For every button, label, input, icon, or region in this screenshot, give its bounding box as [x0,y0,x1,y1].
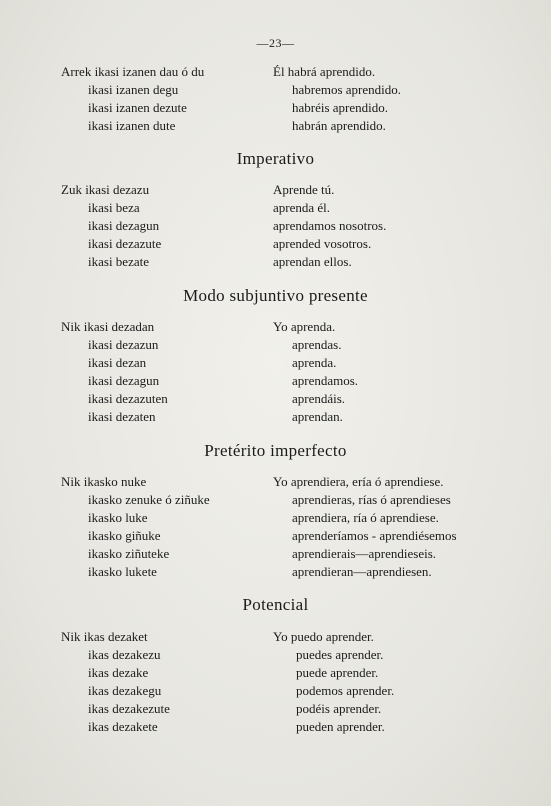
spanish-line: aprendamos nosotros. [273,218,387,233]
spanish-line: Aprende tú. [273,182,335,197]
spanish-line: aprendiera, ría ó aprendiese. [292,510,439,525]
basque-line: ikas dezakezu [88,647,161,662]
basque-line: ikasi dezazun [88,337,159,352]
spanish-line: aprendierais—aprendieseis. [292,546,437,561]
basque-line: ikasi izanen degu [88,82,179,97]
basque-line: ikasi dezagun [88,218,160,233]
spanish-line: aprenda él. [273,200,331,215]
basque-line: ikasi dezaten [88,409,156,424]
spanish-line: aprendáis. [292,391,346,406]
spanish-line: aprenda. [292,355,337,370]
basque-line: ikasi izanen dezute [88,100,187,115]
spanish-line: Yo aprenda. [273,319,336,334]
section-heading: Imperativo [236,149,315,168]
basque-line: ikasko giñuke [88,528,161,543]
basque-line: ikas dezake [88,665,149,680]
basque-line: ikasi dezazute [88,236,162,251]
spanish-line: aprendas. [292,337,342,352]
section-heading: Modo subjuntivo presente [183,286,368,305]
basque-line: ikasi dezagun [88,373,160,388]
basque-line: ikasi dezazuten [88,391,168,406]
basque-line: ikasi dezan [88,355,147,370]
spanish-line: Él habrá aprendido. [273,64,376,79]
section-heading: Pretérito imperfecto [204,441,347,460]
spanish-line: puede aprender. [296,665,379,680]
spanish-line: aprendieras, rías ó aprendieses [292,492,451,507]
basque-line: ikasi bezate [88,254,149,269]
spanish-line: podéis aprender. [296,701,382,716]
section-heading: Potencial [242,595,309,614]
basque-line: Zuk ikasi dezazu [61,182,150,197]
basque-line: Nik ikasko nuke [61,474,147,489]
page-number: —23— [256,36,295,50]
basque-line: ikasko lukete [88,564,157,579]
basque-line: Nik ikas dezaket [61,629,148,644]
spanish-line: habremos aprendido. [292,82,402,97]
spanish-line: pueden aprender. [296,719,385,734]
basque-line: ikas dezakezute [88,701,170,716]
basque-line: Nik ikasi dezadan [61,319,155,334]
spanish-line: Yo puedo aprender. [273,629,374,644]
spanish-line: aprendieran—aprendiesen. [292,564,432,579]
spanish-line: habrán aprendido. [292,118,386,133]
spanish-line: Yo aprendiera, ería ó aprendiese. [273,474,444,489]
basque-line: ikasko zenuke ó ziñuke [88,492,210,507]
basque-line: ikas dezakegu [88,683,162,698]
spanish-line: podemos aprender. [296,683,395,698]
basque-line: ikasko luke [88,510,148,525]
spanish-line: aprendamos. [292,373,359,388]
spanish-line: habréis aprendido. [292,100,389,115]
basque-line: ikas dezakete [88,719,158,734]
basque-line: Arrek ikasi izanen dau ó du [61,64,205,79]
spanish-line: aprenderíamos - aprendiésemos [292,528,457,543]
basque-line: ikasko ziñuteke [88,546,170,561]
spanish-line: aprendan. [292,409,343,424]
basque-line: ikasi beza [88,200,140,215]
spanish-line: aprended vosotros. [273,236,372,251]
spanish-line: aprendan ellos. [273,254,352,269]
basque-line: ikasi izanen dute [88,118,176,133]
spanish-line: puedes aprender. [296,647,384,662]
